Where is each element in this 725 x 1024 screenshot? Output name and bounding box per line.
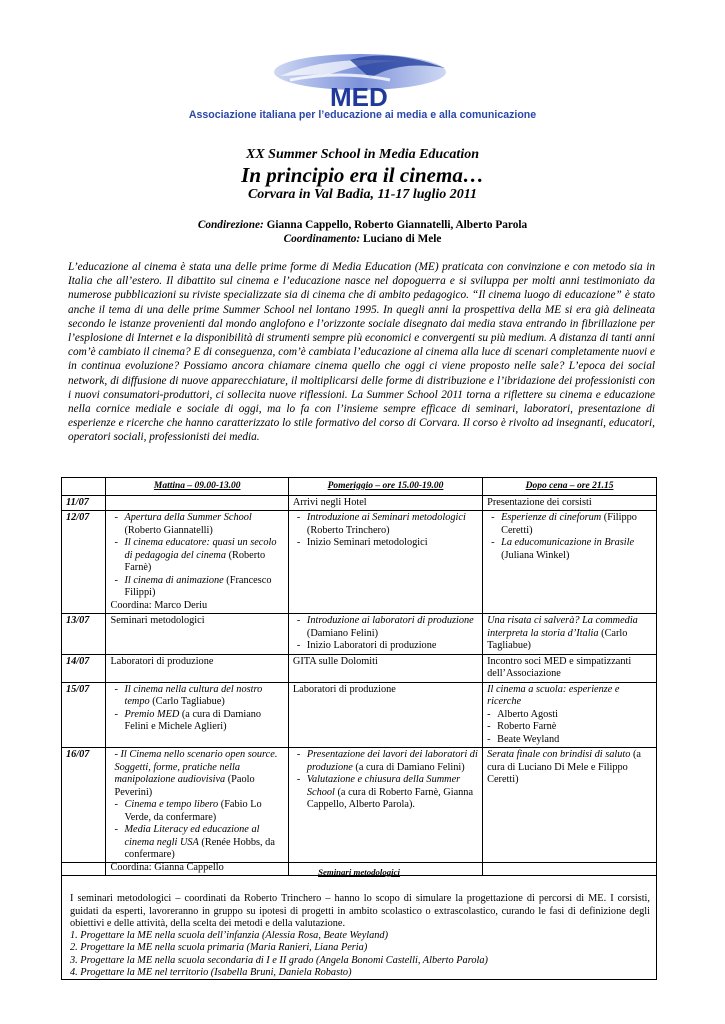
day-date: 16/07	[62, 748, 106, 876]
cell-pomeriggio	[288, 614, 482, 655]
cell-sera: Incontro soci MED e simpatizzanti dell’Associazione	[483, 654, 657, 682]
table-row	[62, 614, 657, 655]
list-item: - Apertura della Summer School (Roberto Giannatelli)	[124, 512, 283, 537]
list-item: - Presentazione dei lavori dei laboratori di produzione (a cura di Damiano Felini)	[307, 749, 478, 774]
list-item: - Valutazione e chiusura della Summer School (a cura di Roberto Farnè, Gianna Cappello, Alberto Parola).	[307, 774, 478, 812]
cell-pomeriggio: GITA sulle Dolomiti	[288, 654, 482, 682]
main-title: In principio era il cinema…	[241, 163, 484, 187]
list-item: - La educomunicazione in Brasile (Juliana Winkel)	[501, 537, 652, 562]
list-item: - Cinema e tempo libero (Fabio Lo Verde, da confermare)	[124, 799, 283, 824]
list-item: - Beate Weyland	[497, 734, 652, 747]
table-row	[62, 495, 657, 511]
list-item: 1. Progettare la ME nella scuola dell’infanzia (Alessia Rosa, Beate Weyland)	[70, 930, 389, 942]
med-logo	[270, 50, 450, 112]
cell-sera	[483, 511, 657, 614]
intro-paragraph: L’educazione al cinema è stata una delle prime forme di Media Education (ME) praticata con convinzione e con metodo sia in Italia che all’estero. Il dibattito sul cinema e l’educazione nasce nel dopoguerra e si sviluppa per molti anni testimoniato da numerose pubblicazioni su riviste specializzate sia di cinema che di ambito pedagogico. “Il cinema luogo di educazione” è stato anche il tema di una delle prime Summer School nel lontano 1995. In quegli anni la prospettiva della ME si era già delineata secondo le istanze provenienti dal mondo anglofono e l’orizzonte sociale disegnato dai media stava entrando in fibrillazione per l’esplosione di Internet e la disponibilità di strumenti sempre più economici e convergenti su più medium. A distanza di tanti anni com’è cambiato il cinema? E di conseguenza, com’è cambiata l’educazione al cinema alla luce di scenari completamente nuovi e in continua evoluzione? Possiamo ancora chiamare cinema quello che oggi ci viene proposto nelle sale? L’epoca dei social network, di diffusione di nuove apparecchiature, il moltiplicarsi delle forme di distribuzione e l’ibridazione dei professionisti con i nuovi consumatori-produttori, ci sollecita nuove riflessioni. La Summer School 2011 torna a riflettere su cinema e educazione nella cornice mediale e sociale di oggi, ma lo fa con l’insieme sempre efficace di seminari, laboratori, presentazione di esperienze e ricerche che hanno caratterizzato lo stile formativo del corso di Corvara. Il corso è rivolto ad insegnanti, educatori, operatori sociali, professionisti dei media.	[68, 261, 655, 444]
seminari-box	[61, 862, 657, 980]
session-title: Il cinema a scuola: esperienze e ricerche	[487, 683, 620, 707]
list-item: - Alberto Agosti	[497, 709, 652, 722]
cell-sera	[483, 682, 657, 748]
list-item: 2. Progettare la ME nella scuola primaria (Maria Ranieri, Liana Peria)	[70, 942, 368, 954]
list-item: - Il Cinema nello scenario open source. Soggetti, forme, pratiche nella manipolazione audiovisiva (Paolo Peverini)	[114, 749, 278, 798]
cell-mattina: Seminari metodologici	[106, 614, 288, 655]
table-row	[62, 682, 657, 748]
cell-mattina	[106, 495, 288, 511]
logo-text: MED	[330, 82, 388, 112]
schedule-table	[61, 477, 657, 876]
list-item: - Inizio Seminari metodologici	[307, 537, 478, 550]
list-item: - Il cinema di animazione (Francesco Filippi)	[124, 575, 283, 600]
school-title: XX Summer School in Media Education	[246, 147, 479, 162]
cell-sera: Presentazione dei corsisti	[483, 495, 657, 511]
coordinamento-name: Luciano di Mele	[360, 233, 442, 245]
list-item: - Introduzione ai Seminari metodologici (Roberto Trinchero)	[307, 512, 478, 537]
day-date: 12/07	[62, 511, 106, 614]
list-item: - Il cinema nella cultura del nostro tempo (Carlo Tagliabue)	[124, 684, 283, 709]
coordinamento-label: Coordinamento:	[283, 233, 361, 245]
table-row	[62, 654, 657, 682]
list-item: - Media Literacy ed educazione al cinema negli USA (Renée Hobbs, da confermare)	[124, 824, 283, 862]
cell-mattina	[106, 748, 288, 876]
table-header-row	[62, 478, 657, 496]
day-date: 11/07	[62, 495, 106, 511]
association-name: Associazione italiana per l’educazione ai media e alla comunicazione	[188, 109, 537, 121]
list-item: - Esperienze di cineforum (Filippo Ceretti)	[501, 512, 652, 537]
direction-block	[0, 218, 725, 246]
cell-pomeriggio	[288, 511, 482, 614]
cell-pomeriggio	[288, 748, 482, 876]
header-sera: Dopo cena – ore 21.15	[483, 478, 657, 496]
header-pomeriggio: Pomeriggio – ore 15.00-19.00	[288, 478, 482, 496]
list-item: - Roberto Farnè	[497, 721, 652, 734]
list-item: - Premio MED (a cura di Damiano Felini e Michele Aglieri)	[124, 709, 283, 734]
day-date: 15/07	[62, 682, 106, 748]
list-item: - Il cinema educatore: quasi un secolo di pedagogia del cinema (Roberto Farnè)	[124, 537, 283, 575]
header-mattina: Mattina – 09.00-13.00	[106, 478, 288, 496]
seminari-list	[70, 930, 650, 979]
cell-mattina	[106, 682, 288, 748]
day-header	[62, 478, 106, 496]
cell-mattina	[106, 511, 288, 614]
day-date: 13/07	[62, 614, 106, 655]
coordinator: Coordina: Marco Deriu	[110, 599, 208, 611]
list-item: 3. Progettare la ME nella scuola secondaria di I e II grado (Angela Bonomi Castelli, Alberto Parola)	[70, 954, 488, 966]
cell-mattina: Laboratori di produzione	[106, 654, 288, 682]
seminari-body: I seminari metodologici – coordinati da Roberto Trinchero – hanno lo scopo di simulare la progettazione di percorsi di ME. I corsisti, guidati da esperti, lavoreranno in gruppo su ipotesi di progetti in ambito scolastico o extrascolastico, curando le fasi di definizione degli obiettivi e delle attività, della scelta dei metodi e della valutazione.	[70, 893, 650, 929]
list-item: - Inizio Laboratori di produzione	[307, 640, 478, 653]
cell-pomeriggio: Arrivi negli Hotel	[288, 495, 482, 511]
cell-sera: Serata finale con brindisi di saluto (a cura di Luciano Di Mele e Filippo Ceretti)	[483, 748, 657, 876]
seminari-title: Seminari metodologici	[318, 867, 400, 877]
cell-pomeriggio: Laboratori di produzione	[288, 682, 482, 748]
condirezione-names: Gianna Cappello, Roberto Giannatelli, Alberto Parola	[263, 219, 528, 231]
list-item: 4. Progettare la ME nel territorio (Isabella Bruni, Daniela Robasto)	[70, 967, 352, 979]
day-date: 14/07	[62, 654, 106, 682]
coordinator: Coordina: Gianna Cappello	[110, 861, 224, 873]
table-row	[62, 748, 657, 876]
condirezione-label: Condirezione:	[197, 219, 264, 231]
table-row	[62, 511, 657, 614]
cell-sera: Una risata ci salverà? La commedia interpreta la storia d’Italia (Carlo Tagliabue)	[483, 614, 657, 655]
list-item: - Introduzione ai laboratori di produzione (Damiano Felini)	[307, 615, 478, 640]
place-date: Corvara in Val Badia, 11-17 luglio 2011	[247, 187, 478, 202]
